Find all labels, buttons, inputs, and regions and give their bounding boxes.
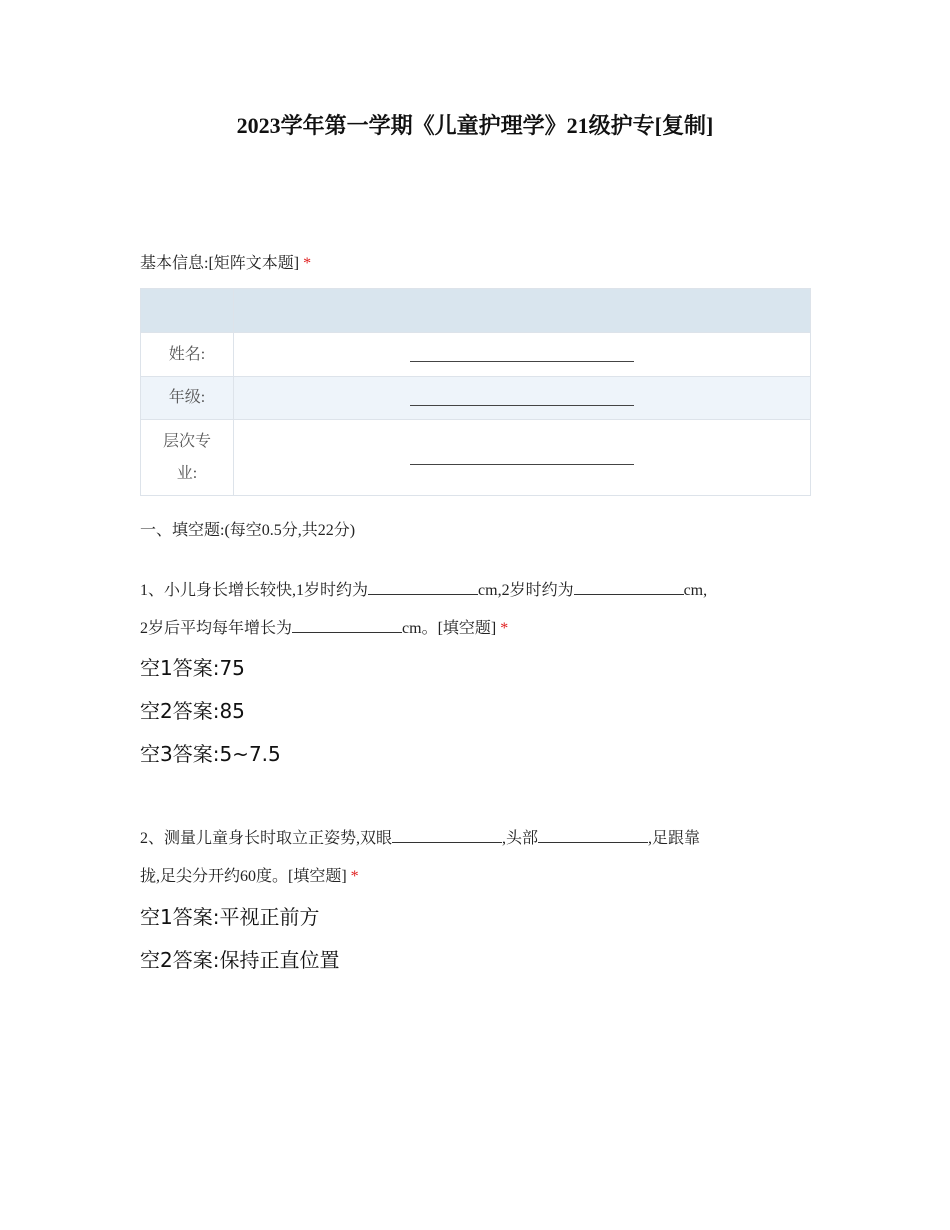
matrix-header-row [141, 289, 811, 333]
q1-blank-2[interactable] [574, 576, 684, 595]
basic-info-matrix [140, 288, 811, 496]
question-1-line1 [140, 572, 810, 610]
q1-text-2: cm,2岁时约为 [478, 582, 574, 599]
major-input-cell[interactable] [234, 420, 811, 496]
q2-blank-1[interactable] [392, 824, 502, 843]
required-mark: * [500, 620, 509, 637]
row-label-grade: 年级: [141, 377, 234, 420]
row-label-major [141, 420, 234, 496]
question-1 [140, 572, 810, 648]
question-2-line1 [140, 820, 810, 858]
q2-answer-2: 空2答案:保持正直位置 [140, 948, 340, 972]
matrix-row-grade [141, 377, 811, 420]
q1-answer-3: 空3答案:5~7.5 [140, 742, 281, 766]
section1-heading: 一、填空题:(每空0.5分,共22分) [140, 522, 356, 539]
q1-answer-2: 空2答案:85 [140, 699, 245, 723]
q1-text-1: 1、小儿身长增长较快,1岁时约为 [140, 582, 369, 599]
name-blank[interactable] [410, 347, 634, 362]
matrix-row-name [141, 333, 811, 377]
matrix-row-major [141, 420, 811, 496]
basic-info-label [140, 252, 311, 276]
q2-answer-1: 空1答案:平视正前方 [140, 905, 320, 929]
q1-blank-3[interactable] [292, 614, 402, 633]
row-label-name: 姓名: [141, 333, 234, 377]
q1-text-5: cm。[填空题] [402, 620, 497, 637]
q2-text-4: 拢,足尖分开约60度。[填空题] [140, 868, 347, 885]
row-label-major-line2: 业: [176, 464, 198, 482]
name-input-cell[interactable] [234, 333, 811, 377]
matrix-header-cell [141, 289, 234, 333]
q2-text-3: ,足跟靠 [648, 830, 701, 847]
question-2 [140, 820, 810, 896]
matrix-header-cell [234, 289, 811, 333]
grade-blank[interactable] [410, 391, 634, 406]
q1-text-4: 2岁后平均每年增长为 [140, 620, 293, 637]
question-2-line2 [140, 858, 810, 896]
q1-text-3: cm, [683, 582, 708, 599]
row-label-major-line1: 层次专 [162, 432, 211, 450]
question-1-line2 [140, 610, 810, 648]
major-blank[interactable] [410, 450, 634, 465]
q2-blank-2[interactable] [538, 824, 648, 843]
q1-answer-1: 空1答案:75 [140, 656, 245, 680]
q2-text-2: ,头部 [502, 830, 539, 847]
page-title: 2023学年第一学期《儿童护理学》21级护专[复制] [236, 113, 714, 138]
basic-info-label-text: 基本信息:[矩阵文本题] [140, 255, 300, 272]
q1-blank-1[interactable] [368, 576, 478, 595]
q2-text-1: 2、测量儿童身长时取立正姿势,双眼 [140, 830, 393, 847]
required-mark: * [303, 255, 312, 272]
grade-input-cell[interactable] [234, 377, 811, 420]
required-mark: * [350, 868, 359, 885]
